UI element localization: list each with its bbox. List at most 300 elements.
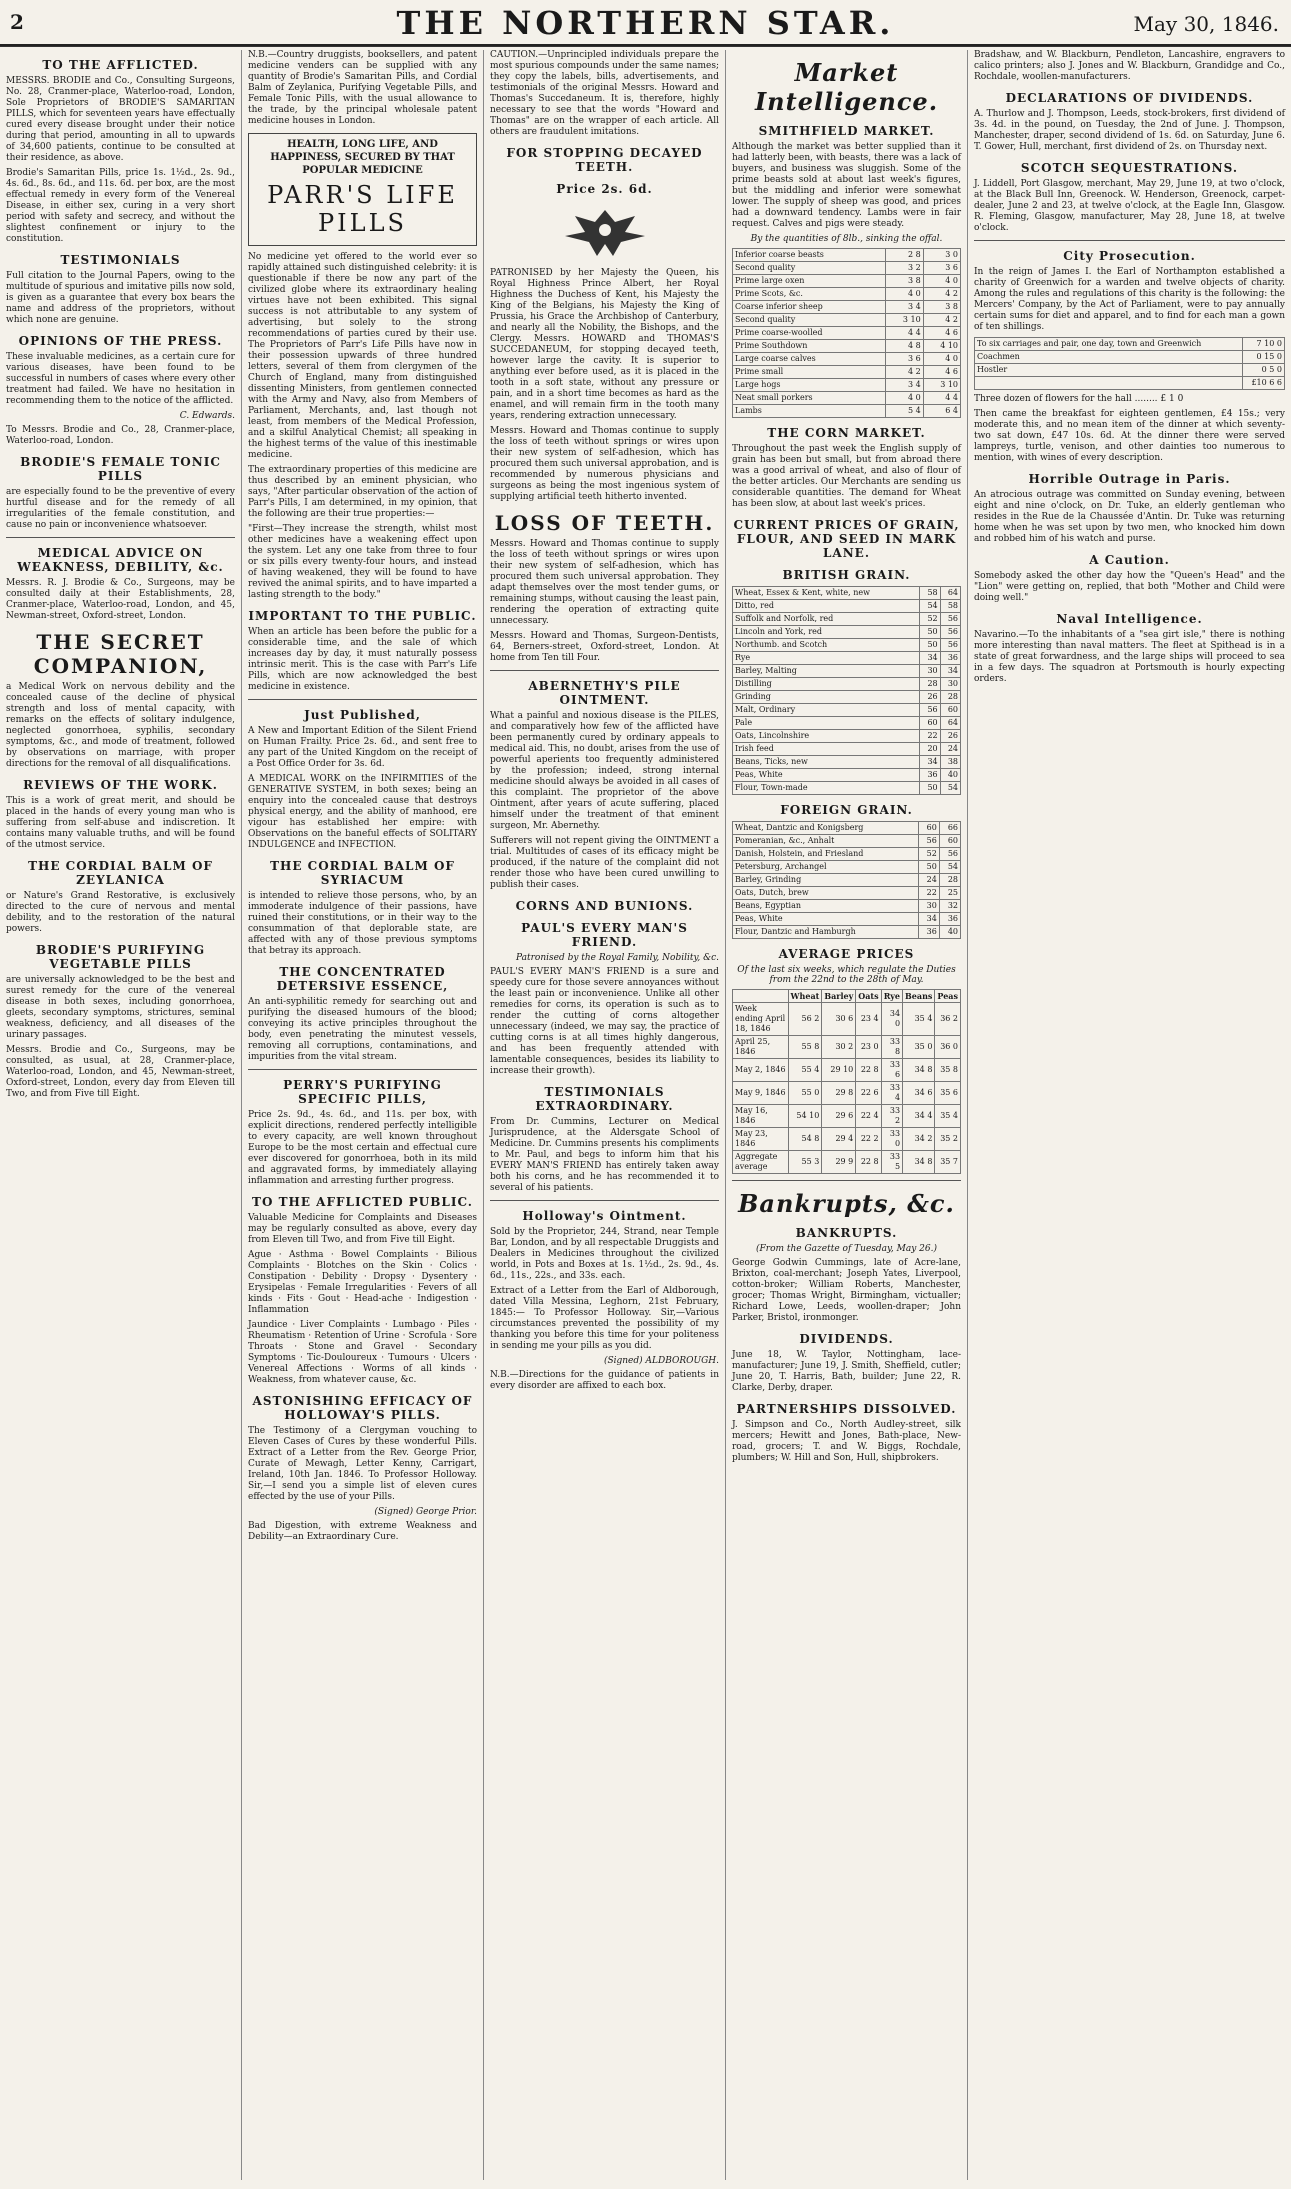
meat-row — [733, 314, 961, 327]
meat-row — [733, 327, 961, 340]
foreign-grain-item: Pomeranian, &c., Anhalt — [733, 835, 919, 848]
meat-item: Lambs — [733, 405, 886, 418]
meat-price-from: 3 10 — [886, 314, 923, 327]
meat-price-to: 3 0 — [923, 249, 960, 262]
averages-cell: 34 4 — [903, 1105, 935, 1128]
foreign-grain-price-to: 66 — [939, 822, 960, 835]
meat-row — [733, 262, 961, 275]
british-grain-row — [733, 600, 961, 613]
british-grain-row — [733, 717, 961, 730]
newspaper-title: THE NORTHERN STAR. — [396, 4, 895, 42]
partnerships-heading: PARTNERSHIPS DISSOLVED. — [736, 1402, 957, 1416]
british-grain-price-from: 34 — [920, 756, 940, 769]
averages-cell: 33 5 — [881, 1151, 902, 1174]
foreign-grain-price-to: 60 — [939, 835, 960, 848]
fee-item: Coachmen — [975, 351, 1243, 364]
foreign-grain-price-from: 56 — [918, 835, 939, 848]
advice-body: Messrs. R. J. Brodie & Co., Surgeons, may be consulted daily at their Establishments, 28, Cranmer-place, Waterloo-road, London, and 45, Newman-street, Oxford-street, London. — [6, 578, 235, 621]
market-heading: Market Intelligence. — [754, 58, 939, 116]
corns-heading: CORNS AND BUNIONS. — [515, 899, 694, 913]
masthead-rule — [0, 46, 1291, 47]
meat-item: Prime coarse-woolled — [733, 327, 886, 340]
british-grain-price-from: 60 — [920, 717, 940, 730]
british-grain-price-from: 52 — [920, 613, 940, 626]
ailments-list-1: Ague · Asthma · Bowel Complaints · Bilious Complaints · Blotches on the Skin · Colics · Constipation · Debility · Dropsy · Dysentery · Erysipelas · Female Irregularities · Fevers of all kinds · Fits · Gout · Head-ache · Indigestion · Inflammation — [248, 1250, 477, 1315]
averages-row — [733, 1036, 961, 1059]
averages-cell: 35 0 — [903, 1036, 935, 1059]
cordial-syriacum-body: is intended to relieve those persons, who, by an immoderate indulgence of their passions, have ruined their constitutions, or in their way to the consummation of that deplorable state, are affected with any of those previous symptoms that betray its approach. — [248, 891, 477, 956]
advice-heading: MEDICAL ADVICE ON WEAKNESS, DEBILITY, &c. — [17, 546, 224, 574]
foreign-grain-item: Peas, White — [733, 913, 919, 926]
meat-row — [733, 379, 961, 392]
foreign-grain-row — [733, 835, 961, 848]
foreign-grain-price-to: 36 — [939, 913, 960, 926]
bad-digestion-body: Bad Digestion, with extreme Weakness and Debility—an Extraordinary Cure. — [248, 1521, 477, 1542]
smithfield-body: Although the market was better supplied than it had latterly been, with beasts, there was a lack of buyers, and business was sluggish. Some of the prime beasts sold at about last week's figures, but the middling and inferior were somewhat lower. The supply of sheep was good, and prices had a downward tendency. Lambs were in fair request. Calves and pigs were steady. — [732, 142, 961, 229]
averages-cell: 23 0 — [856, 1036, 881, 1059]
meat-row — [733, 301, 961, 314]
averages-cell: 29 9 — [822, 1151, 856, 1174]
meat-item: Second quality — [733, 314, 886, 327]
fee-amount: 0 5 0 — [1243, 364, 1285, 377]
british-grain-row — [733, 587, 961, 600]
british-grain-price-from: 34 — [920, 652, 940, 665]
british-grain-row — [733, 730, 961, 743]
parrs-body-3: "First—They increase the strength, whilst most other medicines have a weakening effect upon the system. Let any one take from three to four or six pills every twenty-four hours, and instead of having weakened, they will be found to have revived the animal spirits, and to have imparted a lasting strength to the body." — [248, 524, 477, 600]
stopping-teeth-heading: FOR STOPPING DECAYED TEETH. — [506, 146, 703, 174]
meat-item: Coarse inferior sheep — [733, 301, 886, 314]
female-pills-body: are especially found to be the preventive of every hurtful disease and for the remedy of all irregularities of the female constitution, and cause no pain or inconvenience whatsoever. — [6, 487, 235, 530]
british-grain-price-from: 20 — [920, 743, 940, 756]
averages-cell: 34 8 — [903, 1059, 935, 1082]
averages-row — [733, 1059, 961, 1082]
dividends-heading: DIVIDENDS. — [799, 1332, 894, 1346]
divider — [732, 1180, 961, 1181]
meat-row — [733, 392, 961, 405]
paul-subtitle: Patronised by the Royal Family, Nobility, &c. — [515, 953, 719, 963]
extract-body: Extract of a Letter from the Earl of Aldborough, dated Villa Messina, Leghorn, 21st February, 1845:— To Professor Holloway. Sir,—Various circumstances prevented the possibility of my thanking you before this time for your politeness in sending me your pills as you did. — [490, 1286, 719, 1351]
averages-cell: May 16, 1846 — [733, 1105, 789, 1128]
averages-cell: 35 8 — [935, 1059, 961, 1082]
meat-item: Large hogs — [733, 379, 886, 392]
nb-body: N.B.—Directions for the guidance of patients in every disorder are affixed to each box. — [490, 1370, 719, 1391]
reviews-heading: REVIEWS OF THE WORK. — [23, 778, 218, 792]
averages-cell: 22 8 — [856, 1151, 881, 1174]
divider — [974, 240, 1285, 241]
foreign-grain-price-from: 36 — [918, 926, 939, 939]
averages-header-cell: Barley — [822, 990, 856, 1003]
meat-price-to: 4 6 — [923, 327, 960, 340]
averages-cell: 29 4 — [822, 1128, 856, 1151]
british-grain-price-to: 28 — [940, 691, 960, 704]
british-grain-item: Northumb. and Scotch — [733, 639, 920, 652]
loss-teeth-body: Messrs. Howard and Thomas continue to supply the loss of teeth without springs or wires upon their new system of self-adhesion, which has procured them such universal approbation. They adapt themselves over the most tender gums, or remaining stumps, without causing the least pain, rendering the operation of extracting quite unnecessary. — [490, 539, 719, 626]
meat-price-to: 4 2 — [923, 314, 960, 327]
averages-header-cell: Beans — [903, 990, 935, 1003]
patronised-body-2: Messrs. Howard and Thomas continue to supply the loss of teeth without springs or wires upon their new system of self-adhesion, which has procured them such universal approbation, and is recommended by numerous physicians and surgeons as being the most ingenious system of supplying artificial teeth hitherto invented. — [490, 426, 719, 502]
british-grain-price-to: 40 — [940, 769, 960, 782]
naval-body: Navarino.—To the inhabitants of a "sea girt isle," there is nothing more interesting than naval matters. The fleet at Spithead is in a state of great forwardness, and the large ships will proceed to sea in a few days. The squadron at Portsmouth is hourly expecting orders. — [974, 630, 1285, 684]
loss-teeth-address: Messrs. Howard and Thomas, Surgeon-Dentists, 64, Berners-street, Oxford-street, London. At home from Ten till Four. — [490, 631, 719, 663]
column-3 — [484, 50, 726, 2180]
british-grain-price-to: 24 — [940, 743, 960, 756]
averages-cell: 35 4 — [935, 1105, 961, 1128]
foreign-grain-row — [733, 913, 961, 926]
british-grain-item: Malt, Ordinary — [733, 704, 920, 717]
averages-cell: 56 2 — [788, 1003, 822, 1036]
averages-cell: 35 6 — [935, 1082, 961, 1105]
averages-cell: 35 7 — [935, 1151, 961, 1174]
british-grain-item: Grinding — [733, 691, 920, 704]
paul-heading: PAUL'S EVERY MAN'S FRIEND. — [521, 921, 688, 949]
purifying-body: are universally acknowledged to be the best and surest remedy for the cure of the venereal disease in both sexes, including gonorrhoea, gleets, secondary symptoms, strictures, seminal weakness, deficiency, and all diseases of the urinary passages. — [6, 975, 235, 1040]
foreign-grain-price-to: 25 — [939, 887, 960, 900]
sequestrations-body: J. Liddell, Port Glasgow, merchant, May 29, June 19, at two o'clock, at the Black Bull Inn, Greenock. W. Henderson, Greenock, carpet-dealer, June 2 and 23, at twelve o'clock, at the Eagle Inn, Glasgow. R. Fleming, Glasgow, manufacturer, May 28, June 18, at twelve o'clock. — [974, 179, 1285, 233]
current-prices-heading: CURRENT PRICES OF GRAIN, FLOUR, AND SEED IN MARK LANE. — [733, 518, 960, 560]
averages-cell: 23 4 — [856, 1003, 881, 1036]
averages-cell: 36 0 — [935, 1036, 961, 1059]
trial-body: Then came the breakfast for eighteen gentlemen, £4 15s.; very moderate this, and no mean item of the dinner at which seventy-two sat down, £47 10s. 6d. At the dinner there were served lampreys, turtle, venison, and other dainties too numerous to mention, with wines of every description. — [974, 409, 1285, 463]
holloway-body: Sold by the Proprietor, 244, Strand, near Temple Bar, London, and by all respectable Druggists and Dealers in Medicines throughout the civilized world, in Pots and Boxes at 1s. 1½d., 2s. 9d., 4s. 6d., 11s., 22s., and 33s. each. — [490, 1227, 719, 1281]
averages-row — [733, 1128, 961, 1151]
caution-body: CAUTION.—Unprincipled individuals prepare the most spurious compounds under the same names; they copy the labels, bills, advertisements, and testimonials of the original Messrs. Howard and Thomas's Succedaneum. It is, therefore, highly necessary to see that the words "Howard and Thomas" are on the wrapper of each article. All others are fraudulent imitations. — [490, 50, 719, 137]
caution-heading: A Caution. — [1089, 553, 1170, 567]
averages-heading: AVERAGE PRICES — [778, 947, 915, 961]
foreign-grain-item: Barley, Grinding — [733, 874, 919, 887]
averages-row — [733, 1151, 961, 1174]
column-1 — [0, 50, 242, 2180]
outrage-heading: Horrible Outrage in Paris. — [1028, 472, 1231, 486]
meat-price-to: 4 6 — [923, 366, 960, 379]
testimonials-2-heading: TESTIMONIALS EXTRAORDINARY. — [535, 1085, 674, 1113]
british-grain-row — [733, 613, 961, 626]
british-grain-table — [732, 586, 961, 795]
british-grain-row — [733, 652, 961, 665]
averages-table — [732, 989, 961, 1174]
meat-price-from: 4 8 — [886, 340, 923, 353]
declarations-heading: DECLARATIONS OF DIVIDENDS. — [1005, 91, 1254, 105]
bankrupts-subheading: BANKRUPTS. — [795, 1226, 898, 1240]
parrs-advert-box — [248, 133, 477, 246]
british-grain-item: Pale — [733, 717, 920, 730]
british-grain-item: Distilling — [733, 678, 920, 691]
city-body: In the reign of James I. the Earl of Northampton established a charity of Greenwich for a warden and twelve objects of charity. Among the rules and regulations of this charity is the following: the Mercers' Company, by the Act of Parliament, were to pay annually certain sums for diet and apparel, and to find for each man a gown of ten shillings. — [974, 267, 1285, 332]
divider — [490, 1200, 719, 1201]
british-grain-price-from: 36 — [920, 769, 940, 782]
british-grain-item: Lincoln and York, red — [733, 626, 920, 639]
purifying-specific-heading: PERRY'S PURIFYING SPECIFIC PILLS, — [283, 1078, 442, 1106]
british-grain-row — [733, 626, 961, 639]
letter-signature: C. Edwards. — [179, 411, 235, 421]
abernethy-heading: ABERNETHY'S PILE OINTMENT. — [528, 679, 681, 707]
divider — [6, 537, 235, 538]
british-grain-price-from: 50 — [920, 639, 940, 652]
samaritan-price: Brodie's Samaritan Pills, price 1s. 1½d., 2s. 9d., 4s. 6d., 8s. 6d., and 11s. 6d. per box, are the most effectual remedy in every form of the Venereal Disease, in either sex, curing in a very short period with safety and secrecy, and without the slightest confinement or injury to the constitution. — [6, 168, 235, 244]
british-grain-item: Ditto, red — [733, 600, 920, 613]
british-grain-price-to: 38 — [940, 756, 960, 769]
meat-row — [733, 288, 961, 301]
bankrupts-body: George Godwin Cummings, late of Acre-lane, Brixton, coal-merchant; Joseph Yates, Liverpool, cotton-broker; William Roberts, Manchester, grocer; Thomas Wright, Birmingham, victualler; Richard Lowe, Leeds, woollen-draper; John Parker, Bristol, ironmonger. — [732, 1258, 961, 1323]
averages-cell: 22 2 — [856, 1128, 881, 1151]
corn-heading: THE CORN MARKET. — [767, 426, 926, 440]
foreign-grain-row — [733, 926, 961, 939]
foreign-grain-price-from: 30 — [918, 900, 939, 913]
important-heading: IMPORTANT TO THE PUBLIC. — [248, 609, 477, 623]
british-grain-price-from: 58 — [920, 587, 940, 600]
concentrated-heading: THE CONCENTRATED DETERSIVE ESSENCE, — [276, 965, 449, 993]
parrs-title: PARR'S LIFE PILLS — [267, 181, 458, 237]
cordial-syriacum-heading: THE CORDIAL BALM OF SYRIACUM — [270, 859, 455, 887]
meat-item: Second quality — [733, 262, 886, 275]
fee-item: Hostler — [975, 364, 1243, 377]
foreign-grain-price-from: 52 — [918, 848, 939, 861]
meat-row — [733, 366, 961, 379]
fee-item: To six carriages and pair, one day, town and Greenwich — [975, 338, 1243, 351]
british-grain-row — [733, 756, 961, 769]
issue-date: May 30, 1846. — [1133, 12, 1279, 36]
secret-companion-heading: THE SECRET COMPANION, — [33, 630, 208, 678]
afflicted-heading: TO THE AFFLICTED. — [42, 58, 199, 72]
averages-cell: 22 6 — [856, 1082, 881, 1105]
fee-row — [975, 338, 1285, 351]
column-4 — [726, 50, 968, 2180]
meat-price-from: 3 4 — [886, 301, 923, 314]
meat-price-from: 2 8 — [886, 249, 923, 262]
foreign-grain-price-to: 28 — [939, 874, 960, 887]
smithfield-heading: SMITHFIELD MARKET. — [758, 124, 935, 138]
averages-cell: 33 8 — [881, 1036, 902, 1059]
british-grain-row — [733, 691, 961, 704]
testimonials-body: Full citation to the Journal Papers, owing to the multitude of spurious and imitative pills now sold, is given as a guarantee that every box bears the name and address of the proprietors, without which none are genuine. — [6, 271, 235, 325]
sequestrations-heading: SCOTCH SEQUESTRATIONS. — [1020, 161, 1239, 175]
foreign-grain-row — [733, 861, 961, 874]
purifying-heading: BRODIE'S PURIFYING VEGETABLE PILLS — [35, 943, 206, 971]
closing-body: Messrs. Brodie and Co., Surgeons, may be consulted, as usual, at 28, Cranmer-place, Waterloo-road, London, and 45, Newman-street, Oxford-street, London, every day from Eleven till Two, and from Five till Eight. — [6, 1045, 235, 1099]
british-grain-row — [733, 678, 961, 691]
averages-cell: May 2, 1846 — [733, 1059, 789, 1082]
meat-price-to: 4 2 — [923, 288, 960, 301]
averages-cell: April 25, 1846 — [733, 1036, 789, 1059]
averages-cell: 22 4 — [856, 1105, 881, 1128]
british-grain-row — [733, 704, 961, 717]
foreign-grain-item: Petersburg, Archangel — [733, 861, 919, 874]
parrs-body-2: The extraordinary properties of this medicine are thus described by an eminent physician, who says, "After particular observation of the action of Parr's Pills, I am determined, in my opinion, that the following are their true properties:— — [248, 465, 477, 519]
averages-cell: 34 6 — [903, 1082, 935, 1105]
foreign-grain-row — [733, 874, 961, 887]
masthead — [0, 0, 1291, 46]
foreign-grain-price-to: 32 — [939, 900, 960, 913]
foreign-grain-row — [733, 848, 961, 861]
foreign-grain-price-from: 60 — [918, 822, 939, 835]
british-grain-price-to: 30 — [940, 678, 960, 691]
averages-row — [733, 1105, 961, 1128]
foreign-grain-price-from: 22 — [918, 887, 939, 900]
british-grain-row — [733, 665, 961, 678]
foreign-grain-item: Wheat, Dantzic and Konigsberg — [733, 822, 919, 835]
meat-price-from: 5 4 — [886, 405, 923, 418]
cordial-heading: THE CORDIAL BALM OF ZEYLANICA — [28, 859, 213, 887]
loss-teeth-heading: LOSS OF TEETH. — [494, 511, 715, 535]
averages-cell: Week ending April 18, 1846 — [733, 1003, 789, 1036]
averages-cell: 33 6 — [881, 1059, 902, 1082]
british-grain-price-to: 64 — [940, 587, 960, 600]
outrage-body: An atrocious outrage was committed on Sunday evening, between eight and nine o'clock, on Dr. Tuke, an elderly gentleman who resides in the Rue de la Chaussée d'Antin. Dr. Tuke was returning home when he was set upon by two men, who knocked him down and robbed him of his watch and purse. — [974, 490, 1285, 544]
foreign-grain-price-to: 56 — [939, 848, 960, 861]
meat-row — [733, 249, 961, 262]
abernethy-body: What a painful and noxious disease is the PILES, and comparatively how few of the afflicted have been permanently cured by ordinary appeals to medical aid. This, no doubt, arises from the use of powerful aperients too frequently administered by the profession; indeed, strong internal medicine should always be avoided in all cases of this complaint. The proprietor of the above Ointment, after years of acute suffering, placed himself under the treatment of that eminent surgeon, Mr. Abernethy. — [490, 711, 719, 831]
averages-row — [733, 1003, 961, 1036]
british-grain-item: Peas, White — [733, 769, 920, 782]
british-grain-price-to: 60 — [940, 704, 960, 717]
averages-header-cell: Wheat — [788, 990, 822, 1003]
fee-amount: 0 15 0 — [1243, 351, 1285, 364]
fee-amount: £10 6 6 — [1243, 377, 1285, 390]
averages-cell: May 23, 1846 — [733, 1128, 789, 1151]
british-grain-item: Irish feed — [733, 743, 920, 756]
british-grain-price-to: 34 — [940, 665, 960, 678]
meat-price-to: 3 10 — [923, 379, 960, 392]
column-2 — [242, 50, 484, 2180]
column-5 — [968, 50, 1291, 2180]
meat-price-to: 4 10 — [923, 340, 960, 353]
afflicted-public-heading: TO THE AFFLICTED PUBLIC. — [252, 1195, 473, 1209]
averages-cell: 35 2 — [935, 1128, 961, 1151]
averages-cell: 35 4 — [903, 1003, 935, 1036]
fee-row — [975, 351, 1285, 364]
intro-body: Bradshaw, and W. Blackburn, Pendleton, Lancashire, engravers to calico printers; also J. Jones and W. Blackburn, Grandidge and Co., Rochdale, woollen-manufacturers. — [974, 50, 1285, 82]
testimonials-2-body: From Dr. Cummins, Lecturer on Medical Jurisprudence, at the Aldersgate School of Medicine. Dr. Cummins presents his compliments to Mr. Paul, and begs to inform him that his EVERY MAN'S FRIEND has entirely taken away both his corns, and he has recommended it to several of his patients. — [490, 1117, 719, 1193]
bankrupts-caption: (From the Gazette of Tuesday, May 26.) — [756, 1244, 937, 1254]
foreign-grain-price-from: 50 — [918, 861, 939, 874]
abernethy-body-2: Sufferers will not repent giving the OINTMENT a trial. Multitudes of cases of its efficacy might be produced, if the nature of the complaint did not render those who have been cured unwilling to publish their cases. — [490, 836, 719, 890]
astonishing-heading: ASTONISHING EFFICACY OF HOLLOWAY'S PILLS. — [252, 1394, 473, 1422]
divider — [490, 670, 719, 671]
british-grain-price-to: 56 — [940, 626, 960, 639]
british-grain-price-from: 22 — [920, 730, 940, 743]
fee-amount: 7 10 0 — [1243, 338, 1285, 351]
averages-cell: 54 8 — [788, 1128, 822, 1151]
british-grain-item: Beans, Ticks, new — [733, 756, 920, 769]
purifying-specific-body: Price 2s. 9d., 4s. 6d., and 11s. per box, with explicit directions, rendered perfectly intelligible to every capacity, are well known throughout Europe to be the most certain and effectual cure ever discovered for gonorrhoea, both in its mild and aggravated forms, by immediately allaying inflammation and arresting further progress. — [248, 1110, 477, 1186]
averages-cell: 34 0 — [881, 1003, 902, 1036]
averages-caption: Of the last six weeks, which regulate the Duties from the 22nd to the 28th of May. — [737, 965, 956, 985]
british-grain-price-to: 56 — [940, 613, 960, 626]
foreign-grain-row — [733, 887, 961, 900]
afflicted-public-body: Valuable Medicine for Complaints and Diseases may be regularly consulted as above, every day from Eleven till Two, and from Five till Eight. — [248, 1213, 477, 1245]
averages-cell: 36 2 — [935, 1003, 961, 1036]
foreign-grain-item: Beans, Egyptian — [733, 900, 919, 913]
reviews-body: This is a work of great merit, and should be placed in the hands of every young man who is suffering from self-abuse and indiscretion. It contains many valuable truths, and will be found of the utmost service. — [6, 796, 235, 850]
british-grain-item: Rye — [733, 652, 920, 665]
british-grain-row — [733, 782, 961, 795]
averages-cell: Aggregate average — [733, 1151, 789, 1174]
meat-item: Prime small — [733, 366, 886, 379]
meat-item: Large coarse calves — [733, 353, 886, 366]
testimonials-heading: TESTIMONIALS — [60, 253, 181, 267]
fee-row — [975, 377, 1285, 390]
meat-row — [733, 275, 961, 288]
foreign-grain-price-to: 54 — [939, 861, 960, 874]
averages-cell: 22 8 — [856, 1059, 881, 1082]
averages-cell: 55 0 — [788, 1082, 822, 1105]
meat-price-to: 4 4 — [923, 392, 960, 405]
british-grain-item: Flour, Town-made — [733, 782, 920, 795]
concentrated-body: An anti-syphilitic remedy for searching out and purifying the diseased humours of the blood; conveying its active principles throughout the body, even penetrating the minutest vessels, removing all corruptions, contaminations, and impurities from the vital stream. — [248, 997, 477, 1062]
medical-work-body: A MEDICAL WORK on the INFIRMITIES of the GENERATIVE SYSTEM, in both sexes; being an enquiry into the concealed cause that destroys physical energy, and the ability of manhood, ere vigour has established her empire: with Observations on the baneful effects of SOLITARY INDULGENCE and INFECTION. — [248, 774, 477, 850]
british-grain-row — [733, 769, 961, 782]
british-grain-heading: BRITISH GRAIN. — [782, 568, 911, 582]
british-grain-item: Wheat, Essex & Kent, white, new — [733, 587, 920, 600]
dividends-body: June 18, W. Taylor, Nottingham, lace-manufacturer; June 19, J. Smith, Sheffield, cutler; June 20, T. Harris, Bath, builder; June 22, R. Clarke, Derby, draper. — [732, 1350, 961, 1393]
british-grain-item: Barley, Malting — [733, 665, 920, 678]
fee-row — [975, 364, 1285, 377]
british-grain-price-to: 56 — [940, 639, 960, 652]
averages-row — [733, 1082, 961, 1105]
british-grain-price-to: 54 — [940, 782, 960, 795]
meat-item: Prime Scots, &c. — [733, 288, 886, 301]
averages-cell: 55 8 — [788, 1036, 822, 1059]
address-line: To Messrs. Brodie and Co., 28, Cranmer-place, Waterloo-road, London. — [6, 425, 235, 446]
foreign-grain-price-from: 24 — [918, 874, 939, 887]
meat-item: Neat small porkers — [733, 392, 886, 405]
extract-signature: (Signed) ALDBOROUGH. — [603, 1356, 719, 1366]
meat-price-from: 3 4 — [886, 379, 923, 392]
british-grain-price-from: 26 — [920, 691, 940, 704]
divider — [248, 699, 477, 700]
foreign-grain-table — [732, 821, 961, 939]
averages-header-cell: Peas — [935, 990, 961, 1003]
meat-price-from: 3 6 — [886, 353, 923, 366]
foreign-grain-item: Oats, Dutch, brew — [733, 887, 919, 900]
british-grain-price-to: 64 — [940, 717, 960, 730]
averages-cell: 54 10 — [788, 1105, 822, 1128]
foreign-grain-row — [733, 822, 961, 835]
british-grain-item: Oats, Lincolnshire — [733, 730, 920, 743]
meat-price-from: 4 0 — [886, 288, 923, 301]
meat-item: Prime large oxen — [733, 275, 886, 288]
averages-cell: 30 2 — [822, 1036, 856, 1059]
meat-row — [733, 405, 961, 418]
opinions-heading: OPINIONS OF THE PRESS. — [18, 334, 223, 348]
parrs-body: No medicine yet offered to the world ever so rapidly attained such distinguished celebrity: it is questionable if there be now any part of the civilized globe where its extraordinary healing virtues have not been exhibited. This signal success is not attributable to any system of advertising, but solely to the strong recommendations of parties cured by their use. The Proprietors of Parr's Life Pills have now in their possession upwards of three hundred letters, several of them from clergymen of the Church of England, many from distinguished dissenting Ministers, from gentlemen connected with the Army and Navy, also from Members of Parliament, Merchants, and, last though not least, from members of the Medical Profession, and a skilful Analytical Chemist; all speaking in the highest terms of the value of this inestimable medicine. — [248, 252, 477, 460]
partnerships-body: J. Simpson and Co., North Audley-street, silk mercers; Hewitt and Jones, Bath-place, New-road, grocers; T. and W. Biggs, Rochdale, plumbers; W. Hill and Son, Hull, shipbrokers. — [732, 1420, 961, 1463]
city-heading: City Prosecution. — [1063, 249, 1196, 263]
meat-item: Inferior coarse beasts — [733, 249, 886, 262]
meat-price-to: 4 0 — [923, 353, 960, 366]
foreign-grain-item: Flour, Dantzic and Hamburgh — [733, 926, 919, 939]
astonishing-body: The Testimony of a Clergyman vouching to Eleven Cases of Cures by these wonderful Pills. Extract of a Letter from the Rev. George Prior, Curate of Mewagh, Letter Kenny, Carrigart, Ireland, 10th Jan. 1846. To Professor Holloway. Sir,—I send you a simple list of eleven cures effected by the use of your Pills. — [248, 1426, 477, 1502]
meat-prices-table — [732, 248, 961, 418]
meat-price-to: 3 6 — [923, 262, 960, 275]
trade-notice: N.B.—Country druggists, booksellers, and patent medicine venders can be supplied with any quantity of Brodie's Samaritan Pills, and Cordial Balm of Zeylanica, Purifying Vegetable Pills, and Female Tonic Pills, with the usual allowance to the trade, by the principal wholesale patent medicine houses in London. — [248, 50, 477, 126]
averages-cell: 33 2 — [881, 1105, 902, 1128]
averages-header-cell — [733, 990, 789, 1003]
foreign-grain-row — [733, 900, 961, 913]
foreign-grain-price-to: 40 — [939, 926, 960, 939]
foreign-grain-heading: FOREIGN GRAIN. — [780, 803, 913, 817]
british-grain-price-to: 26 — [940, 730, 960, 743]
naval-heading: Naval Intelligence. — [1056, 612, 1203, 626]
british-grain-price-from: 50 — [920, 782, 940, 795]
british-grain-price-from: 56 — [920, 704, 940, 717]
averages-cell: 33 0 — [881, 1128, 902, 1151]
cordial-body: or Nature's Grand Restorative, is exclusively directed to the cure of nervous and mental debility, and to the restoration of the natural powers. — [6, 891, 235, 934]
british-grain-item: Suffolk and Norfolk, red — [733, 613, 920, 626]
stopping-teeth-price: Price 2s. 6d. — [556, 182, 653, 196]
three-dozen-line: Three dozen of flowers for the hall ........ £ 1 0 — [974, 394, 1184, 404]
british-grain-price-from: 28 — [920, 678, 940, 691]
meat-row — [733, 353, 961, 366]
